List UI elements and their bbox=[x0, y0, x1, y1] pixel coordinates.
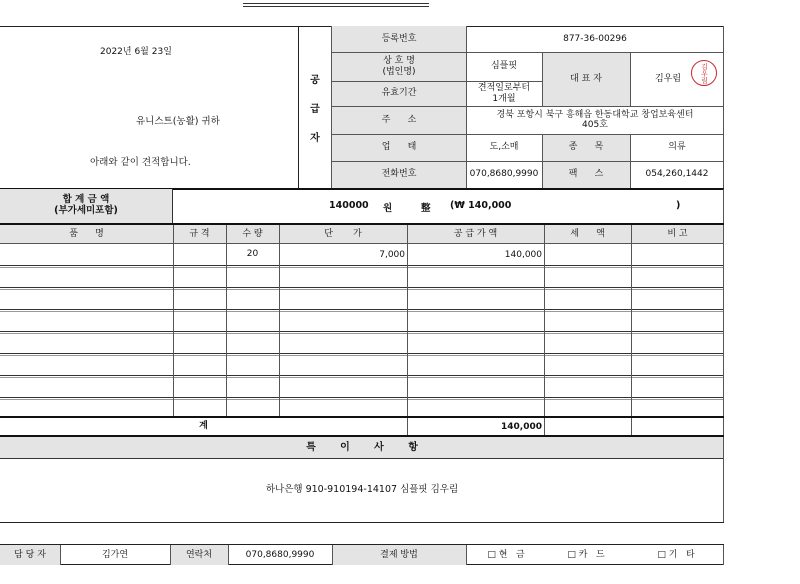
col-header-unit-price: 단 가 bbox=[324, 228, 362, 239]
remarks-title: 특 이 사 항 bbox=[0, 437, 724, 458]
intro-text: 아래와 같이 견적합니다. bbox=[90, 157, 191, 168]
col-header-supply: 공 급 가 액 bbox=[453, 228, 498, 239]
ceo-value: 김우림 bbox=[654, 73, 682, 84]
phone-value: 070,8680,9990 bbox=[469, 169, 539, 180]
valid-period-value: 견적일로부터 1개월 bbox=[477, 83, 531, 104]
reg-label: 등록번호 bbox=[332, 26, 466, 52]
business-item-label: 종 목 bbox=[542, 134, 630, 161]
title-rule bbox=[243, 3, 429, 7]
table-row bbox=[0, 398, 724, 416]
business-type-label: 업 태 bbox=[332, 134, 466, 161]
payment-option-other[interactable]: □ 기 타 bbox=[657, 549, 695, 560]
col-header-spec: 규 격 bbox=[189, 228, 210, 239]
phone-label: 전화번호 bbox=[332, 161, 466, 188]
cell-qty: 20 bbox=[246, 249, 259, 260]
table-row bbox=[0, 354, 724, 375]
fax-value: 054,260,1442 bbox=[645, 169, 709, 180]
address-value: 경북 포항시 북구 흥해읍 한동대학교 창업보육센터 405호 bbox=[496, 109, 694, 130]
total-formatted: (₩ 140,000 bbox=[450, 200, 512, 211]
manager-value: 김가연 bbox=[101, 549, 129, 560]
company-seal-stamp bbox=[691, 60, 717, 86]
total-won: 원 bbox=[383, 203, 393, 214]
total-close: ) bbox=[676, 200, 681, 211]
total-amount: 140000 bbox=[329, 200, 369, 211]
total-label: 합 계 금 액 (부가세미포함) bbox=[0, 189, 173, 223]
table-row bbox=[0, 266, 724, 287]
col-header-item: 품 명 bbox=[69, 228, 104, 239]
company-name-label: 상 호 명 (법인명) bbox=[332, 52, 466, 81]
manager-label: 담 당 자 bbox=[0, 545, 60, 565]
fax-label: 팩 스 bbox=[542, 161, 630, 188]
table-row bbox=[0, 310, 724, 331]
payment-label: 결제 방법 bbox=[332, 545, 466, 565]
payment-option-cash[interactable]: □ 현 금 bbox=[487, 549, 525, 560]
stamp-text: 김우림 bbox=[700, 62, 709, 84]
supplier-label bbox=[298, 26, 332, 188]
ceo-label: 대 표 자 bbox=[542, 52, 630, 106]
payment-option-card[interactable]: □ 카 드 bbox=[567, 549, 605, 560]
table-row bbox=[0, 376, 724, 397]
table-row bbox=[0, 288, 724, 309]
sum-label: 계 bbox=[199, 421, 208, 432]
business-item-value: 의류 bbox=[668, 142, 686, 153]
supplier-label-char: 자 bbox=[310, 132, 320, 144]
col-header-qty: 수 량 bbox=[242, 228, 263, 239]
col-header-note: 비 고 bbox=[667, 228, 688, 239]
table-row bbox=[0, 332, 724, 353]
remarks-content: 하나은행 910-910194-14107 심플핏 김우림 bbox=[265, 484, 459, 496]
cell-unit-price: 7,000 bbox=[379, 249, 405, 260]
col-header-tax: 세 액 bbox=[570, 228, 605, 239]
valid-period-label: 유효기간 bbox=[332, 81, 466, 106]
company-name-value: 심플핏 bbox=[490, 61, 518, 72]
address-label: 주 소 bbox=[332, 106, 466, 134]
cell-supply: 140,000 bbox=[504, 249, 542, 260]
sum-value: 140,000 bbox=[501, 421, 542, 432]
table-row bbox=[0, 244, 724, 265]
contact-value: 070,8680,9990 bbox=[245, 549, 315, 560]
reg-value: 877-36-00296 bbox=[563, 33, 627, 44]
estimate-date: 2022년 6월 23일 bbox=[100, 47, 172, 57]
recipient: 유니스트(농활) 귀하 bbox=[136, 116, 220, 127]
contact-label: 연락처 bbox=[170, 545, 228, 565]
business-type-value: 도,소매 bbox=[489, 142, 519, 153]
supplier-label-char: 급 bbox=[310, 103, 320, 115]
supplier-label-char: 공 bbox=[310, 74, 320, 86]
total-extra: 整 bbox=[421, 203, 431, 214]
